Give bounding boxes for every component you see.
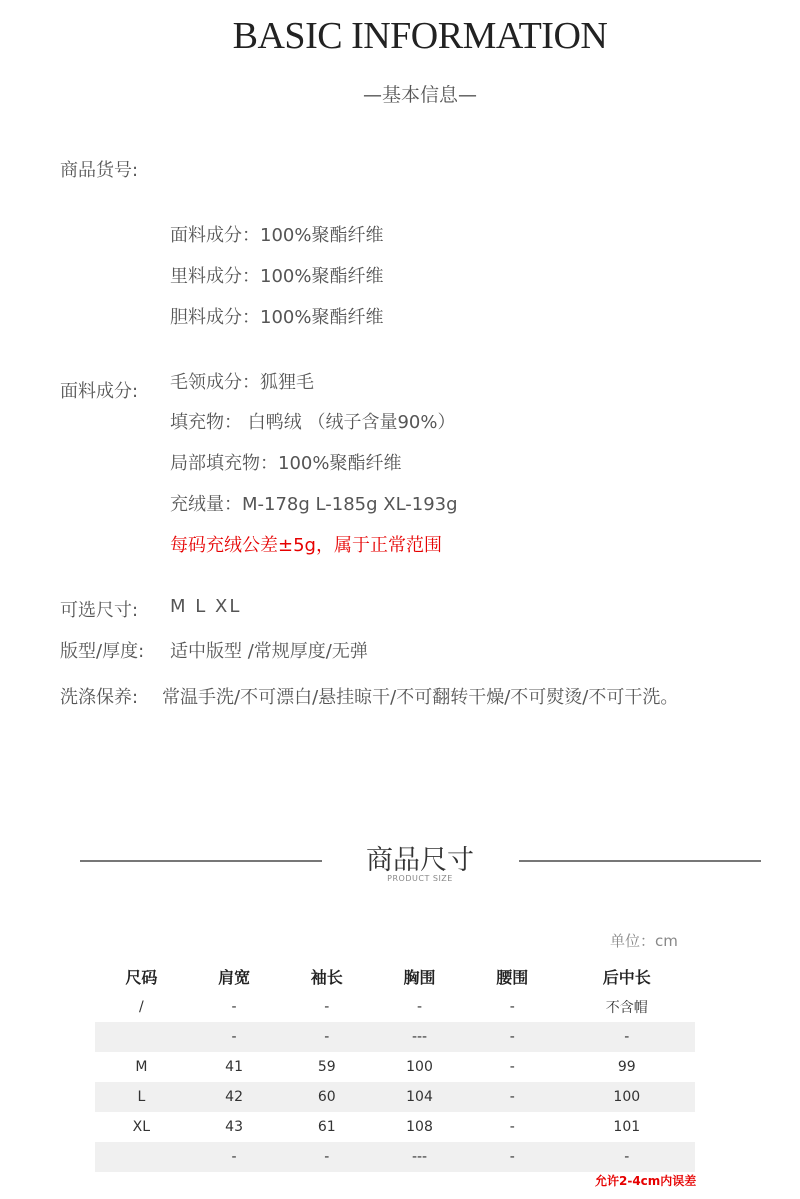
tolerance-note: 每码充绒公差±5g，属于正常范围 (170, 535, 442, 556)
table-cell: 101 (613, 1119, 641, 1135)
sizes-value: M L XL (170, 596, 242, 617)
fabric-label: 面料成分: (60, 381, 139, 402)
table-cell: --- (373, 1142, 466, 1172)
table-cell: 108 (406, 1119, 433, 1135)
title-english: BASIC INFORMATION (232, 15, 608, 57)
size-table (95, 960, 695, 1172)
lining-line: 里料成分：100%聚酯纤维 (170, 266, 384, 287)
table-cell: - (509, 999, 515, 1015)
table-cell: - (509, 1119, 515, 1135)
column-header: 肩宽 (218, 967, 251, 987)
fit-label: 版型/厚度: (60, 641, 145, 662)
table-cell: - (188, 1022, 281, 1052)
column-header: 胸围 (403, 967, 436, 987)
table-row (95, 1142, 695, 1172)
item-number-label: 商品货号: (60, 160, 139, 181)
table-header-row (95, 960, 695, 992)
fabric-line: 面料成分：100%聚酯纤维 (170, 225, 384, 246)
table-cell: - (466, 1022, 559, 1052)
collar-line: 毛领成分：狐狸毛 (170, 372, 314, 393)
table-cell: --- (373, 1022, 466, 1052)
table-row (95, 1082, 695, 1112)
table-cell: 99 (617, 1059, 636, 1075)
table-cell: - (466, 1082, 559, 1112)
table-cell (95, 1142, 188, 1172)
table-cell: L (95, 1082, 188, 1112)
table-cell: - (509, 1059, 515, 1075)
table-cell: 42 (188, 1082, 281, 1112)
fit-value: 适中版型 /常规厚度/无弹 (170, 641, 368, 662)
column-header: 袖长 (310, 967, 343, 987)
table-cell: - (280, 1142, 373, 1172)
liner-line: 胆料成分：100%聚酯纤维 (170, 307, 384, 328)
fill-weight-line: 充绒量：M-178g L-185g XL-193g (170, 494, 458, 515)
table-cell: XL (132, 1119, 151, 1135)
table-cell: - (416, 999, 423, 1015)
table-row (95, 992, 695, 1022)
sizes-label: 可选尺寸: (60, 600, 139, 621)
table-cell: 100 (559, 1082, 695, 1112)
filling-line: 填充物： 白鸭绒 （绒子含量90%） (170, 412, 456, 433)
partial-filling-line: 局部填充物：100%聚酯纤维 (170, 453, 402, 474)
table-cell: - (231, 999, 237, 1015)
column-header: 后中长 (602, 967, 651, 987)
table-cell: 61 (317, 1119, 336, 1135)
table-cell: 41 (225, 1059, 243, 1075)
care-label: 洗涤保养: (60, 687, 139, 708)
table-row (95, 1022, 695, 1052)
table-cell: - (188, 1142, 281, 1172)
table-cell: 104 (373, 1082, 466, 1112)
table-row (95, 1052, 695, 1082)
column-header: 腰围 (496, 967, 529, 987)
table-cell: 60 (280, 1082, 373, 1112)
table-cell: - (559, 1022, 695, 1052)
column-header: 尺码 (125, 967, 158, 987)
tolerance-footnote: 允许2-4cm内误差 (595, 1174, 697, 1188)
table-cell: - (466, 1142, 559, 1172)
table-cell: M (135, 1059, 148, 1075)
table-cell: 不含帽 (605, 1000, 648, 1016)
table-cell: 43 (225, 1119, 243, 1135)
title-chinese: —基本信息— (362, 84, 477, 106)
table-cell: / (139, 999, 144, 1015)
table-cell (95, 1022, 188, 1052)
table-cell: - (324, 999, 330, 1015)
table-cell: - (280, 1022, 373, 1052)
size-section-subtitle: PRODUCT SIZE (387, 874, 453, 883)
table-row (95, 1112, 695, 1142)
table-cell: 59 (317, 1059, 336, 1075)
care-value: 常温手洗/不可漂白/悬挂晾干/不可翻转干燥/不可熨烫/不可干洗。 (162, 687, 679, 708)
unit-label: 单位：cm (610, 932, 678, 950)
table-cell: 100 (406, 1059, 433, 1075)
size-section-title: 商品尺寸 (366, 845, 474, 876)
table-cell: - (559, 1142, 695, 1172)
